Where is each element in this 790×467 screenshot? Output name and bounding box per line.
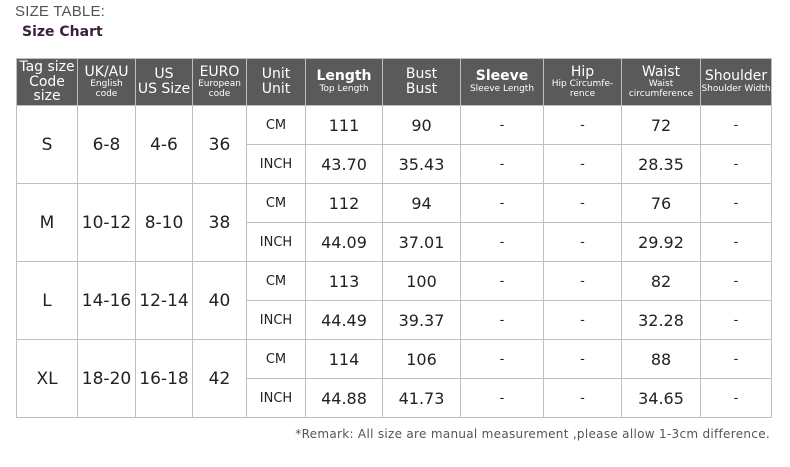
- length-cell: 44.09: [306, 223, 383, 262]
- tag-size-cell: M: [17, 184, 78, 262]
- page-title: SIZE TABLE:: [15, 3, 106, 20]
- length-cell: 111: [306, 106, 383, 145]
- bust-cell: 37.01: [383, 223, 461, 262]
- bust-cell: 100: [383, 262, 461, 301]
- header-waist: Waist Waist circumference: [622, 59, 701, 106]
- us-cell: 8-10: [136, 184, 193, 262]
- header-row: [17, 59, 772, 106]
- euro-cell: 40: [193, 262, 247, 340]
- us-cell: 4-6: [136, 106, 193, 184]
- tag-size-cell: S: [17, 106, 78, 184]
- waist-cell: 72: [622, 106, 701, 145]
- table-row: [17, 262, 772, 301]
- waist-cell: 28.35: [622, 145, 701, 184]
- remark-note: *Remark: All size are manual measurement ,please allow 1-3cm difference.: [295, 427, 770, 441]
- sleeve-cell: -: [461, 340, 544, 379]
- sleeve-cell: -: [461, 223, 544, 262]
- shoulder-cell: -: [701, 106, 772, 145]
- size-table: [16, 58, 772, 418]
- header-bust: Bust Bust: [383, 59, 461, 106]
- hip-cell: -: [544, 223, 622, 262]
- table-row: [17, 106, 772, 145]
- header-sleeve: Sleeve Sleeve Length: [461, 59, 544, 106]
- unit-cell: INCH: [247, 301, 306, 340]
- unit-cell: CM: [247, 340, 306, 379]
- header-shoulder: Shoulder Shoulder Width: [701, 59, 772, 106]
- waist-cell: 82: [622, 262, 701, 301]
- hip-cell: -: [544, 106, 622, 145]
- length-cell: 114: [306, 340, 383, 379]
- sleeve-cell: -: [461, 184, 544, 223]
- hip-cell: -: [544, 379, 622, 418]
- unit-cell: CM: [247, 106, 306, 145]
- waist-cell: 34.65: [622, 379, 701, 418]
- header-uk-au: UK/AU English code: [78, 59, 136, 106]
- header-us: US US Size: [136, 59, 193, 106]
- size-chart-subtitle: Size Chart: [22, 24, 103, 40]
- us-cell: 12-14: [136, 262, 193, 340]
- shoulder-cell: -: [701, 379, 772, 418]
- euro-cell: 36: [193, 106, 247, 184]
- hip-cell: -: [544, 301, 622, 340]
- header-length: Length Top Length: [306, 59, 383, 106]
- uk-au-cell: 10-12: [78, 184, 136, 262]
- hip-cell: -: [544, 262, 622, 301]
- sleeve-cell: -: [461, 379, 544, 418]
- header-hip: Hip Hip Circumfe-rence: [544, 59, 622, 106]
- length-cell: 113: [306, 262, 383, 301]
- length-cell: 44.49: [306, 301, 383, 340]
- hip-cell: -: [544, 145, 622, 184]
- hip-cell: -: [544, 340, 622, 379]
- unit-cell: INCH: [247, 145, 306, 184]
- sleeve-cell: -: [461, 262, 544, 301]
- waist-cell: 32.28: [622, 301, 701, 340]
- table-row: [17, 340, 772, 379]
- unit-cell: INCH: [247, 379, 306, 418]
- tag-size-cell: XL: [17, 340, 78, 418]
- waist-cell: 88: [622, 340, 701, 379]
- shoulder-cell: -: [701, 223, 772, 262]
- bust-cell: 90: [383, 106, 461, 145]
- unit-cell: CM: [247, 184, 306, 223]
- header-unit: Unit Unit: [247, 59, 306, 106]
- euro-cell: 42: [193, 340, 247, 418]
- sleeve-cell: -: [461, 145, 544, 184]
- uk-au-cell: 18-20: [78, 340, 136, 418]
- header-euro: EURO European code: [193, 59, 247, 106]
- waist-cell: 76: [622, 184, 701, 223]
- shoulder-cell: -: [701, 184, 772, 223]
- sleeve-cell: -: [461, 301, 544, 340]
- length-cell: 43.70: [306, 145, 383, 184]
- shoulder-cell: -: [701, 301, 772, 340]
- tag-size-cell: L: [17, 262, 78, 340]
- length-cell: 44.88: [306, 379, 383, 418]
- bust-cell: 35.43: [383, 145, 461, 184]
- waist-cell: 29.92: [622, 223, 701, 262]
- length-cell: 112: [306, 184, 383, 223]
- bust-cell: 94: [383, 184, 461, 223]
- uk-au-cell: 14-16: [78, 262, 136, 340]
- uk-au-cell: 6-8: [78, 106, 136, 184]
- sleeve-cell: -: [461, 106, 544, 145]
- us-cell: 16-18: [136, 340, 193, 418]
- hip-cell: -: [544, 184, 622, 223]
- header-tag-size: Tag size Code size: [17, 59, 78, 106]
- bust-cell: 41.73: [383, 379, 461, 418]
- shoulder-cell: -: [701, 340, 772, 379]
- shoulder-cell: -: [701, 262, 772, 301]
- bust-cell: 39.37: [383, 301, 461, 340]
- table-row: [17, 184, 772, 223]
- unit-cell: INCH: [247, 223, 306, 262]
- unit-cell: CM: [247, 262, 306, 301]
- shoulder-cell: -: [701, 145, 772, 184]
- euro-cell: 38: [193, 184, 247, 262]
- bust-cell: 106: [383, 340, 461, 379]
